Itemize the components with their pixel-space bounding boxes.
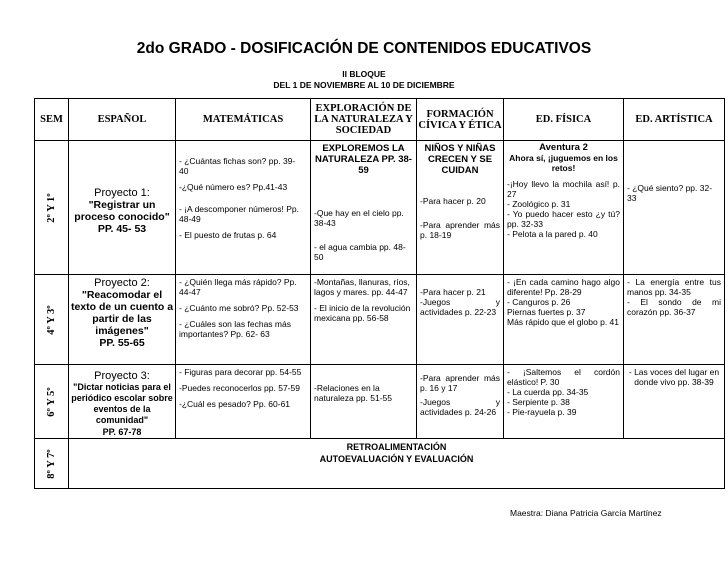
unit-title: EXPLOREMOS LA NATURALEZA PP. 38-59 bbox=[315, 143, 412, 176]
sem-label: 6º Y 5º bbox=[45, 386, 57, 417]
table-row bbox=[35, 141, 725, 275]
col-edfisica: ED. FÍSICA bbox=[504, 99, 624, 141]
list-item: -¡Hoy llevo la mochila así! p. 27 bbox=[507, 179, 620, 199]
project-name: "Dictar noticias para el periódico escolar sobre eventos de la comunidad" bbox=[71, 382, 173, 425]
list-item: - Las voces del lugar en donde vivo pp. 38-39 bbox=[628, 367, 720, 387]
list-item: - Zoológico p. 31 bbox=[507, 199, 571, 209]
list-item: - ¡En cada camino hago algo diferente! Pp. 28-29 bbox=[507, 277, 620, 297]
project-pages: PP. 45- 53 bbox=[97, 223, 147, 235]
bloque-label: II BLOQUE bbox=[342, 69, 386, 79]
list-item: -Juegos y actividades p. 24-26 bbox=[420, 397, 500, 417]
list-item: - el agua cambia pp. 48-50 bbox=[314, 242, 406, 262]
espanol-cell bbox=[69, 141, 176, 275]
formacion-cell bbox=[417, 365, 504, 439]
dates-label: DEL 1 DE NOVIEMBRE AL 10 DE DICIEMBRE bbox=[273, 80, 455, 90]
list-item: - Pie-rayuela p. 39 bbox=[507, 407, 577, 417]
table-row bbox=[35, 365, 725, 439]
project-label: Proyecto 2: bbox=[94, 277, 150, 289]
list-item: -Montañas, llanuras, ríos, lagos y mares. pp. 44-47 bbox=[314, 277, 410, 297]
edartistica-cell bbox=[624, 141, 725, 275]
list-item: - El inicio de la revolución mexicana pp. 56-58 bbox=[314, 303, 411, 323]
edfisica-cell bbox=[504, 141, 624, 275]
list-item: -Para aprender más p. 16 y 17 bbox=[420, 373, 500, 393]
formacion-cell bbox=[417, 141, 504, 275]
list-item: -Para hacer p. 20 bbox=[420, 196, 486, 206]
list-item: -Para aprender más p. 18-19 bbox=[420, 220, 500, 240]
list-item: -Juegos y actividades p. 22-23 bbox=[420, 297, 500, 317]
sem-cell bbox=[35, 365, 69, 439]
retro-line-1: RETROALIMENTACIÓN bbox=[346, 442, 447, 452]
sem-cell bbox=[35, 439, 69, 489]
list-item: - La energía entre tus manos pp. 34-35 bbox=[627, 277, 721, 297]
col-sem: SEM bbox=[35, 99, 69, 141]
espanol-cell bbox=[69, 365, 176, 439]
retro-line-2: AUTOEVALUACIÓN Y EVALUACIÓN bbox=[319, 454, 474, 464]
list-item: - ¿Quién llega más rápido? Pp. 44-47 bbox=[179, 277, 297, 297]
list-item: - ¿Cuáles son las fechas más importantes? Pp. 62- 63 bbox=[179, 319, 291, 339]
sem-cell bbox=[35, 275, 69, 365]
list-item: -¿Qué número es? Pp.41-43 bbox=[179, 182, 288, 192]
sem-label: 8º Y 7º bbox=[45, 448, 57, 479]
formacion-cell bbox=[417, 275, 504, 365]
table-row bbox=[35, 439, 725, 489]
sem-label: 4º Y 3º bbox=[45, 304, 57, 335]
col-edartistica: ED. ARTÍSTICA bbox=[624, 99, 725, 141]
list-item: - ¿Cuántas fichas son? pp. 39- 40 bbox=[179, 156, 296, 176]
project-name: "Reacomodar el texto de un cuento a partir de las imágenes" bbox=[70, 289, 174, 337]
list-item: - La cuerda pp. 34-35 bbox=[507, 387, 589, 397]
table-row bbox=[35, 275, 725, 365]
espanol-cell bbox=[69, 275, 176, 365]
unit-subtitle: Ahora sí, ¡juguemos en los retos! bbox=[509, 153, 618, 173]
page-title: 2do GRADO - DOSIFICACIÓN DE CONTENIDOS EDUCATIVOS bbox=[136, 40, 592, 57]
list-item: - Yo puedo hacer esto ¿y tú? pp. 32-33 bbox=[507, 209, 620, 229]
list-item: - ¿Qué siento? pp. 32-33 bbox=[627, 183, 713, 203]
teacher-signature: Maestra: Diana Patricia García Martínez bbox=[510, 508, 662, 518]
unit-title: NIÑOS Y NIÑAS CRECEN Y SE CUIDAN bbox=[424, 143, 496, 176]
retro-cell bbox=[69, 439, 725, 489]
project-pages: PP. 67-78 bbox=[102, 427, 142, 437]
list-item: Piernas fuertes p. 37 bbox=[507, 307, 586, 317]
project-label: Proyecto 3: bbox=[94, 370, 150, 382]
exploracion-cell bbox=[311, 365, 417, 439]
project-pages: PP. 55-65 bbox=[99, 337, 145, 349]
matematicas-cell bbox=[176, 365, 311, 439]
list-item: -Para hacer p. 21 bbox=[420, 287, 486, 297]
exploracion-cell bbox=[311, 275, 417, 365]
list-item: - Figuras para decorar pp. 54-55 bbox=[179, 367, 302, 377]
list-item: - ¡Saltemos el cordón elástico! P. 30 bbox=[507, 367, 620, 387]
list-item: -Relaciones en la naturaleza pp. 51-55 bbox=[314, 383, 392, 403]
matematicas-cell bbox=[176, 275, 311, 365]
edfisica-cell bbox=[504, 275, 624, 365]
edartistica-cell bbox=[624, 275, 725, 365]
project-label: Proyecto 1: bbox=[94, 187, 150, 199]
list-item: - Serpiente p. 38 bbox=[507, 397, 570, 407]
list-item: -Puedes reconocerlos pp. 57-59 bbox=[179, 383, 300, 393]
list-item: - ¿Cuánto me sobró? Pp. 52-53 bbox=[179, 303, 299, 313]
list-item: Más rápido que el globo p. 41 bbox=[507, 317, 619, 327]
list-item: - ¡A descomponer números! Pp. 48-49 bbox=[179, 204, 300, 224]
header-row bbox=[35, 99, 725, 141]
project-name: "Registrar un proceso conocido" bbox=[74, 199, 170, 223]
list-item: -¿Cuál es pesado? Pp. 60-61 bbox=[179, 399, 291, 409]
sem-label: 2º Y 1º bbox=[45, 192, 57, 223]
exploracion-cell bbox=[311, 141, 417, 275]
col-matematicas: MATEMÁTICAS bbox=[176, 99, 311, 141]
matematicas-cell bbox=[176, 141, 311, 275]
list-item: - El sondo de mi corazón pp. 36-37 bbox=[627, 297, 721, 317]
col-exploracion: EXPLORACIÓN DE LA NATURALEZA Y SOCIEDAD bbox=[311, 99, 417, 141]
dosificacion-table bbox=[34, 98, 725, 489]
sem-cell bbox=[35, 141, 69, 275]
list-item: -Que hay en el cielo pp. 38-43 bbox=[314, 208, 404, 228]
col-formacion: FORMACIÓN CÍVICA Y ÉTICA bbox=[417, 99, 504, 141]
unit-title: Aventura 2 bbox=[539, 142, 588, 153]
list-item: - Canguros p. 26 bbox=[507, 297, 571, 307]
list-item: - Pelota a la pared p. 40 bbox=[507, 229, 598, 239]
edartistica-cell bbox=[624, 365, 725, 439]
list-item: - El puesto de frutas p. 64 bbox=[179, 230, 277, 240]
edfisica-cell bbox=[504, 365, 624, 439]
col-espanol: ESPAÑOL bbox=[69, 99, 176, 141]
